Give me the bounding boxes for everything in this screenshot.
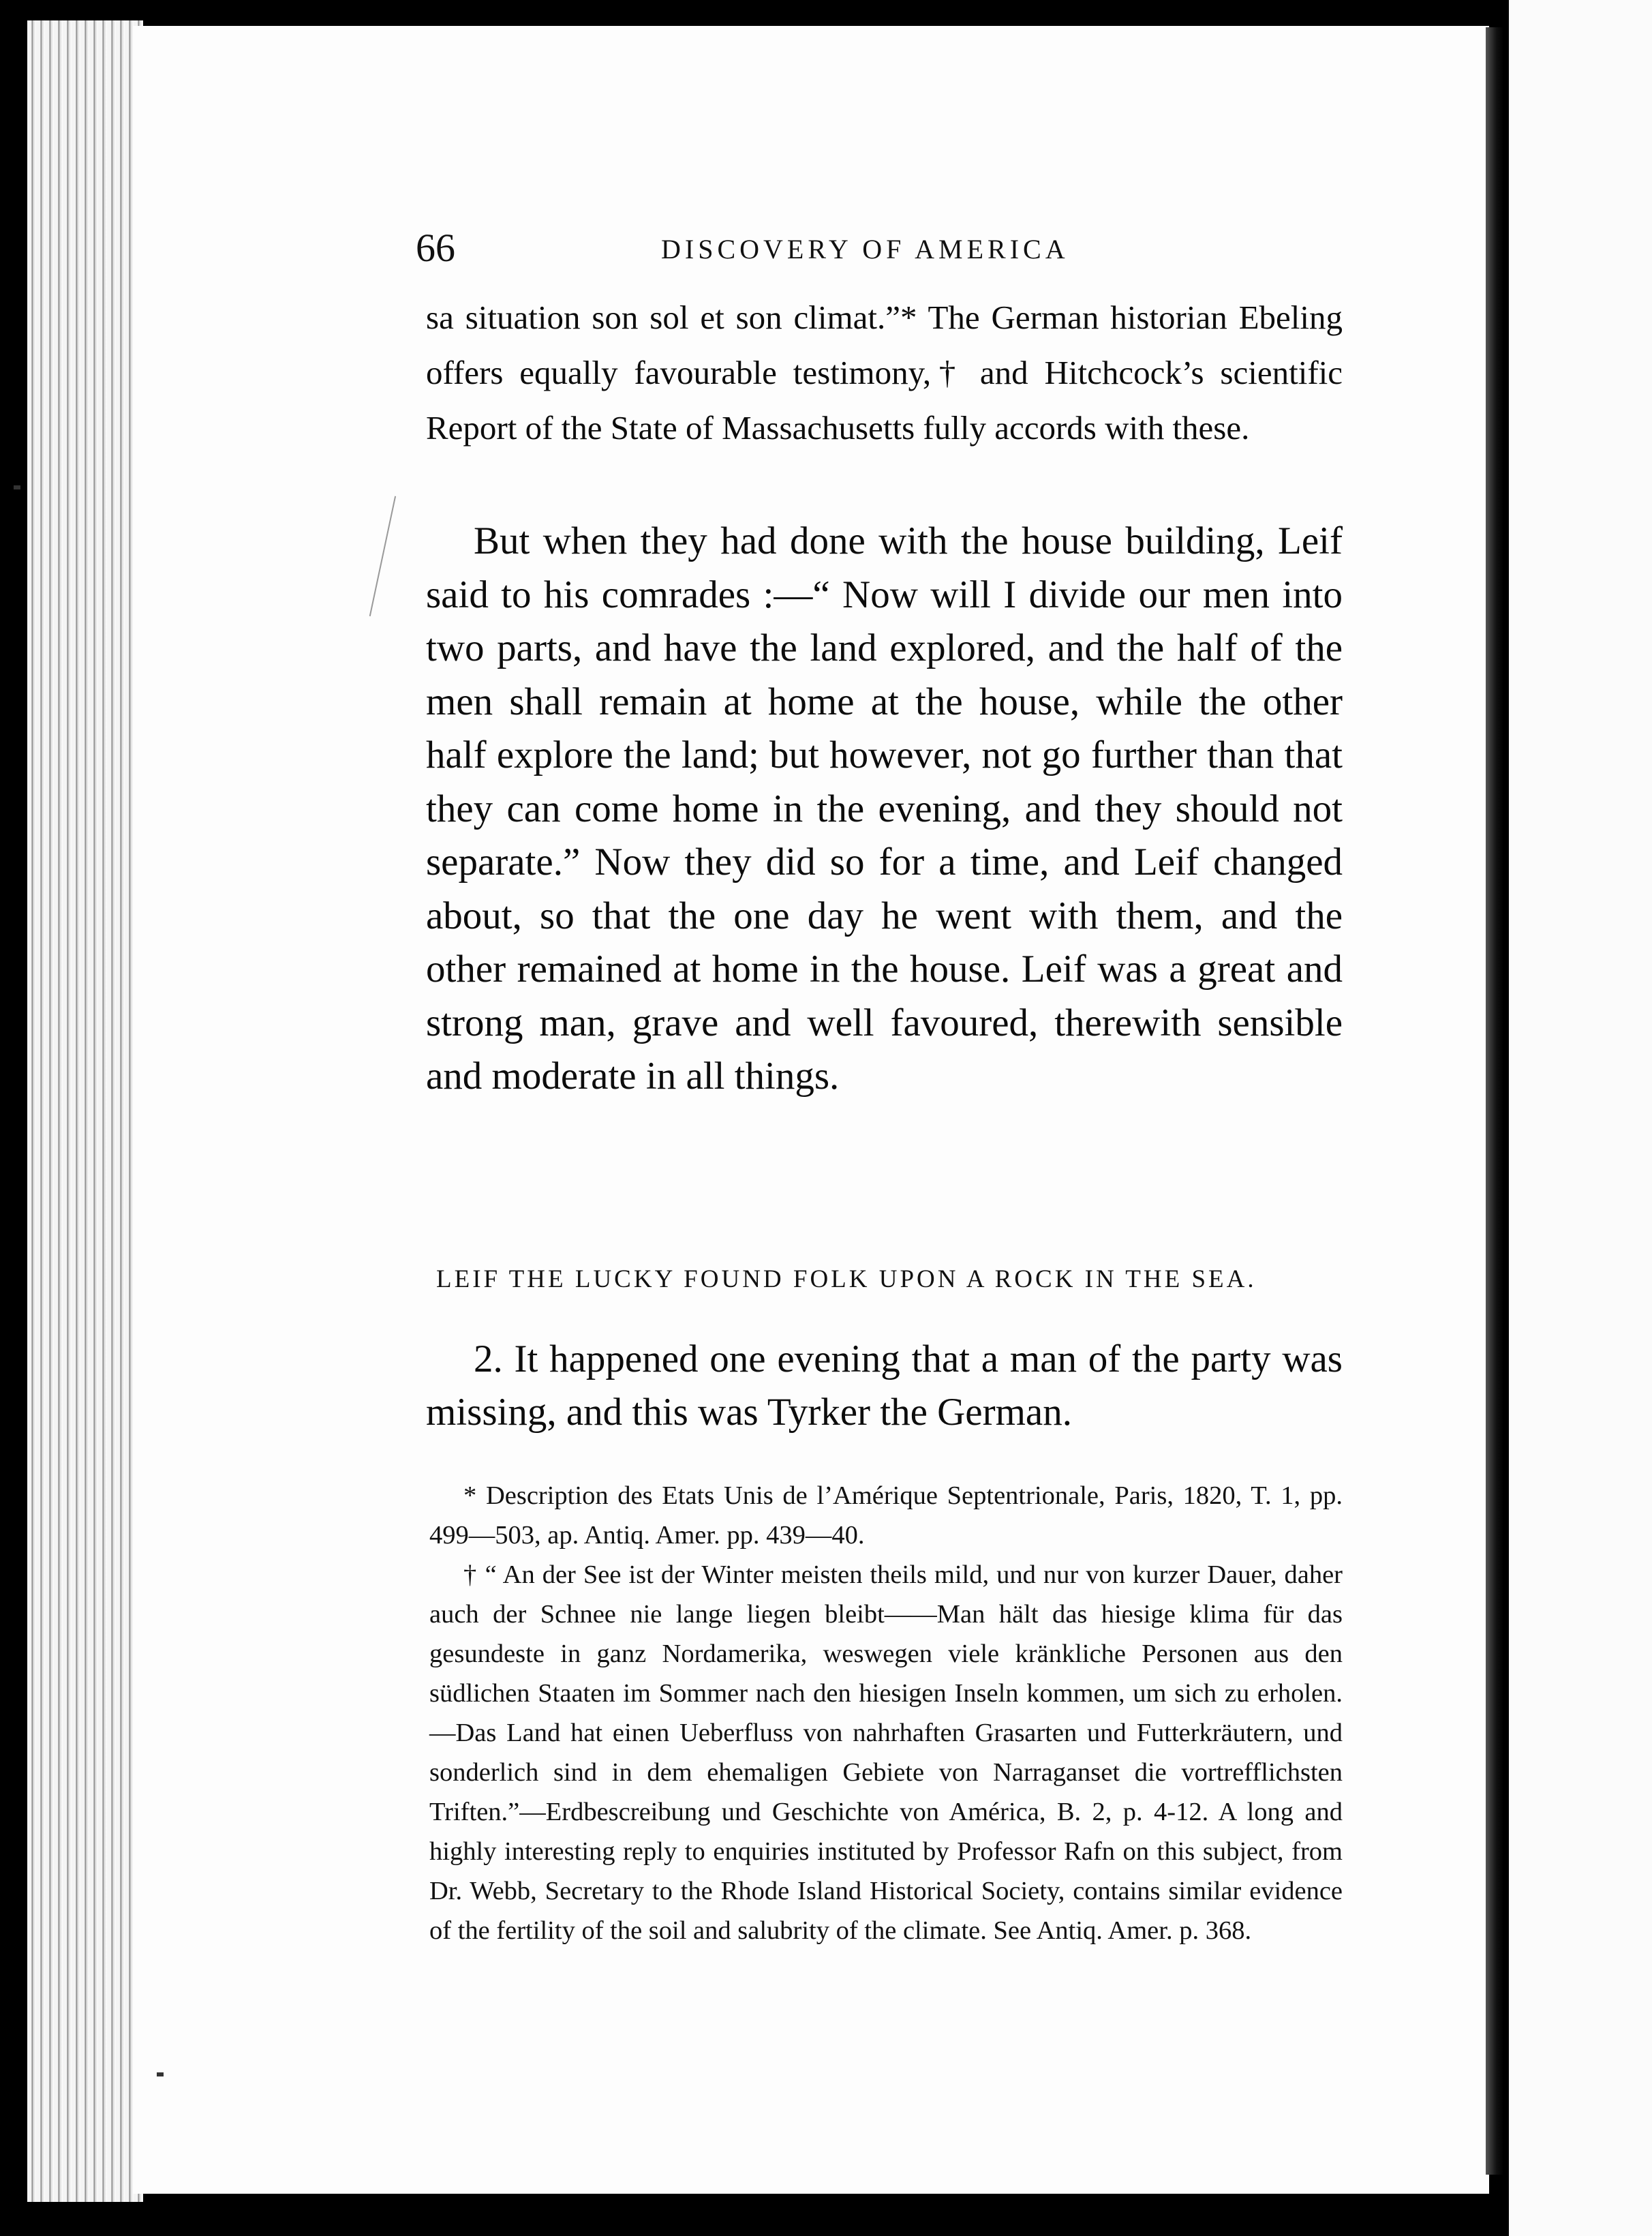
binding-gutter <box>1486 27 1503 2175</box>
footnote: † “ An der See ist der Winter meisten theils mild, und nur von kurzer Dauer, daher auch der Schnee nie lange liegen bleibt——Man hält das hiesige klima für das gesundeste in ganz Nordamerika, weswegen viele kränkliche Personen aus den südlichen Staaten im Sommer nach den hiesigen Inseln kommen, um sich zu erholen.—Das Land hat einen Ueberfluss von nahrhaften Grasarten und Futterkräutern, und sonderlich sind in dem ehemaligen Gebiete von Narraganset die vortrefflichsten Triften.”—Erdbescreibung und Geschichte von América, B. 2, p. 4-12. A long and highly interesting reply to enquiries instituted by Professor Rafn on this subject, from Dr. Webb, Secretary to the Rhode Island Historical Society, contains similar evidence of the fertility of the soil and salubrity of the climate. See Antiq. Amer. p. 368. <box>429 1560 1343 1945</box>
facing-page-edge <box>1503 0 1652 2236</box>
body-paragraph: But when they had done with the house building, Leif said to his comrades :—“ Now will I divide our men into two parts, and have the land explored, and the half of the men shall remain at home at the house, while the other half explore the land; but however, not go further than that they can come home in the evening, and they should not separate.” Now they did so for a time, and Leif changed about, so that the one day he went with them, and the other remained at home in the house. Leif was a great and strong man, grave and well favoured, therewith sensible and moderate in all things. <box>426 519 1343 1098</box>
page-stack-edges <box>27 20 143 2202</box>
body-paragraph: 2. It happened one evening that a man of the party was missing, and this was Tyrker the German. <box>426 1338 1343 1434</box>
footnote: * Description des Etats Unis de l’Amérique Septentrionale, Paris, 1820, T. 1, pp. 499—503, ap. Antiq. Amer. pp. 439—40. <box>429 1481 1343 1550</box>
running-title: DISCOVERY OF AMERICA <box>661 234 1069 265</box>
scan-speck <box>14 485 20 489</box>
footnotes <box>429 1476 1343 1950</box>
section-heading: LEIF THE LUCKY FOUND FOLK UPON A ROCK IN THE SEA. <box>436 1265 1257 1293</box>
page-number: 66 <box>416 226 455 270</box>
page-header <box>416 225 1356 270</box>
continuation-paragraph: sa situation son sol et son climat.”* The German historian Ebeling offers equally favourable testimony,† and Hitchcock’s scientific Report of the State of Massachusetts fully accords with these. <box>426 299 1343 447</box>
scan-speck <box>157 2072 164 2076</box>
